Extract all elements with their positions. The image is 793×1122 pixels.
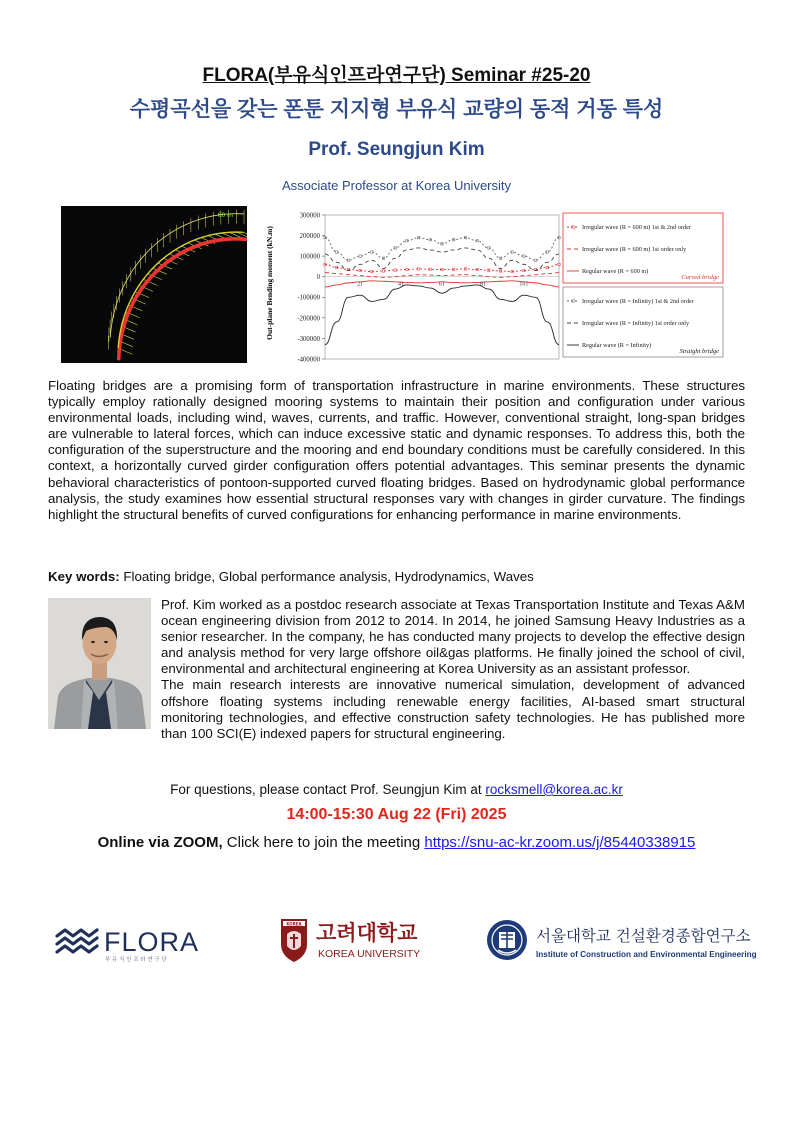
speaker-name: Prof. Seungjun Kim: [308, 139, 485, 160]
snu-institute-english: Institute of Construction and Environmental Engineering: [536, 950, 756, 959]
snu-icee-logo: [486, 918, 756, 964]
chart-y-axis-label: Out-plane Bending moment (kN.m): [265, 226, 274, 340]
korean-title: 수평곡선을 갖는 폰툰 지지형 부유식 교량의 동적 거동 특성: [129, 98, 664, 121]
bio-paragraph-1: Prof. Kim worked as a postdoc research associate at Texas Transportation Institute and Texas A&M ocean engineering division from 2012 to 2014. In 2014, he joined Samsung Heavy Industries as a senior researcher. In the company, he has conducted many projects to develop the effective design and analysis method for very large offshore oil&gas platforms. He finally joined the school of civil, environmental and architectural engineering at Korea University as an assistant professor.: [161, 597, 745, 677]
y-tick-label: 200000: [299, 232, 320, 240]
korea-crest-icon: [281, 919, 307, 962]
point-label: 81: [479, 281, 486, 288]
flora-subtitle: 부 유 식 인 프 라 연 구 단: [105, 957, 167, 962]
korea-university-logo: [279, 916, 439, 964]
zoom-link[interactable]: https://snu-ac-kr.zoom.us/j/85440338915: [424, 834, 696, 851]
y-tick-label: 300000: [299, 212, 320, 220]
zoom-label: Online via ZOOM,: [97, 834, 223, 851]
legend-label: Regular wave (R = 600 m): [582, 268, 649, 276]
y-tick-label: 100000: [299, 253, 320, 261]
legend-label: Regular wave (R = Infinity): [582, 342, 652, 350]
contact-email-link[interactable]: rocksmell@korea.ac.kr: [485, 782, 623, 797]
legend-group-title: Straight bridge: [679, 348, 719, 355]
y-tick-label: 0: [316, 274, 320, 282]
simulation-figure: [61, 206, 247, 363]
legend-label: Irregular wave (R = 600 m) 1st & 2nd order: [582, 224, 691, 232]
legend-label: Irregular wave (R = Infinity) 1st order only: [582, 320, 690, 328]
speaker-affiliation: Associate Professor at Korea University: [281, 178, 512, 193]
flora-wave-icon: [57, 930, 97, 952]
bending-moment-chart: [253, 205, 728, 365]
y-tick-label: -400000: [297, 356, 320, 364]
contact-prefix: For questions, please contact Prof. Seungjun Kim at: [170, 782, 486, 797]
korea-university-english: KOREA UNIVERSITY: [318, 948, 421, 960]
speaker-bio: [48, 597, 745, 742]
chart-legend: [563, 213, 723, 357]
snu-institute-korean: 서울대학교 건설환경종합연구소: [536, 927, 751, 945]
bio-paragraph-2: The main research interests are innovative numerical simulation, development of advanced offshore floating systems including renewable energy facilities, AI-based smart structural monitoring technologies, and effective construction safety technologies. He has published more than 100 SCI(E) indexed papers for structural engineering.: [161, 677, 745, 741]
snu-emblem-icon: [487, 920, 527, 960]
seminar-title: FLORA(부유식인프라연구단) Seminar #25-20: [202, 65, 591, 86]
legend-label: Irregular wave (R = Infinity) 1st & 2nd order: [582, 298, 694, 306]
seminar-datetime: 14:00-15:30 Aug 22 (Fri) 2025: [286, 806, 507, 823]
sim-scale-label: 60 m: [217, 212, 233, 219]
flora-logo: [55, 918, 225, 962]
svg-text:KOREA: KOREA: [286, 921, 302, 927]
y-tick-label: -300000: [297, 335, 320, 343]
abstract-text: Floating bridges are a promising form of transportation infrastructure in marine environments. These structures typically employ rationally designed mooring systems to maintain their position and configuration under various environmental loads, including wind, waves, currents, and traffic. However, conventional straight, long-span bridges are vulnerable to lateral forces, which can induce excessive static and dynamic responses. To address this, both the configuration of the superstructure and the mooring and end boundary conditions must be carefully considered. In this context, a horizontally curved girder configuration offers potential advantages. This seminar presents the dynamic behavioral characteristics of pontoon-supported curved floating bridges. Based on hydrodynamic global performance analysis, the study examines how essential structural responses vary with changes in girder curvature. The findings highlight the structural benefits of curved configurations for enhancing performance in marine environments.: [48, 378, 745, 522]
flora-wordmark: FLORA: [104, 927, 200, 957]
point-label: 41: [398, 281, 405, 288]
zoom-line: [0, 834, 793, 851]
bridge-mesh: [108, 210, 247, 361]
korea-university-korean: 고려대학교: [316, 921, 418, 945]
point-label: 101: [519, 281, 529, 288]
speaker-photo: [48, 598, 151, 729]
legend-group-title: Curved bridge: [681, 274, 719, 281]
y-tick-label: -200000: [297, 315, 320, 323]
legend-label: Irregular wave (R = 600 m) 1st order only: [582, 246, 687, 254]
keywords: [48, 569, 745, 584]
point-label: 61: [439, 281, 445, 288]
contact-line: [0, 782, 793, 797]
keywords-label: Key words:: [48, 569, 120, 584]
zoom-text: Click here to join the meeting: [222, 834, 425, 851]
keywords-text: Floating bridge, Global performance analysis, Hydrodynamics, Waves: [119, 569, 534, 584]
point-label: 21: [357, 281, 364, 288]
y-tick-label: -100000: [297, 294, 320, 302]
